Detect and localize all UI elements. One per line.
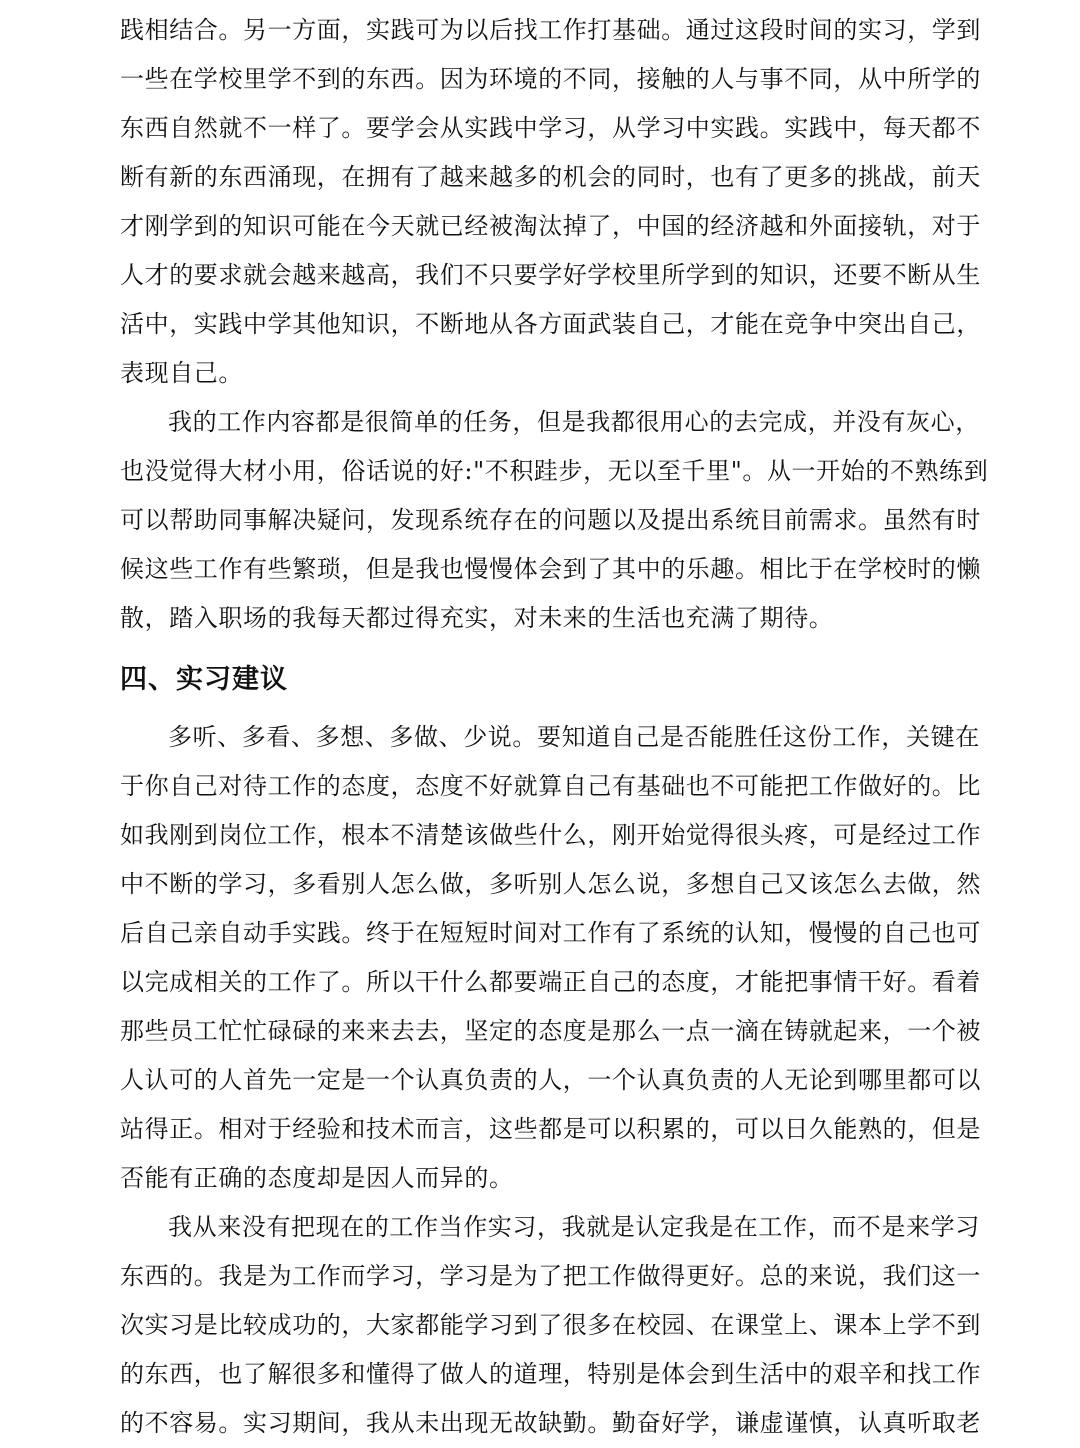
text-line: 中不断的学习，多看别人怎么做，多听别人怎么说，多想自己又该怎么去做，然	[120, 870, 981, 898]
text-line: 我从来没有把现在的工作当作实习，我就是认定我是在工作，而不是来学习	[168, 1213, 980, 1241]
text-line: 我的工作内容都是很简单的任务，但是我都很用心的去完成，并没有灰心，	[168, 408, 980, 436]
text-line: 那些员工忙忙碌碌的来来去去，坚定的态度是那么一点一滴在铸就起来，一个被	[120, 1017, 981, 1045]
text-line: 人才的要求就会越来越高，我们不只要学好学校里所学到的知识，还要不断从生	[120, 261, 981, 289]
section-paragraph-1	[120, 713, 986, 1203]
text-line: 东西自然就不一样了。要学会从实践中学习，从学习中实践。实践中，每天都不	[120, 114, 981, 142]
text-line: 否能有正确的态度却是因人而异的。	[120, 1164, 514, 1192]
text-line: 如我刚到岗位工作，根本不清楚该做些什么，刚开始觉得很头疼，可是经过工作	[120, 821, 981, 849]
text-line: 以完成相关的工作了。所以干什么都要端正自己的态度，才能把事情干好。看着	[120, 968, 981, 996]
text-line: 于你自己对待工作的态度，态度不好就算自己有基础也不可能把工作做好的。比	[120, 772, 981, 800]
text-line: 的不容易。实习期间，我从未出现无故缺勤。勤奋好学，谦虚谨慎，认真听取老	[120, 1409, 981, 1437]
text-line: 次实习是比较成功的，大家都能学习到了很多在校园、在课堂上、课本上学不到	[120, 1311, 981, 1339]
text-line: 多听、多看、多想、多做、少说。要知道自己是否能胜任这份工作，关键在	[168, 723, 980, 751]
document-page	[120, 0, 989, 1448]
paragraph-2	[120, 398, 989, 643]
text-line: 践相结合。另一方面，实践可为以后找工作打基础。通过这段时间的实习，学到	[120, 16, 981, 44]
text-line: 候这些工作有些繁琐，但是我也慢慢体会到了其中的乐趣。相比于在学校时的懒	[120, 555, 981, 583]
text-line: 也没觉得大材小用，俗话说的好:"不积跬步，无以至千里"。从一开始的不熟练到	[120, 457, 989, 485]
text-line: 的东西，也了解很多和懂得了做人的道理，特别是体会到生活中的艰辛和找工作	[120, 1360, 981, 1388]
text-line: 站得正。相对于经验和技术而言，这些都是可以积累的，可以日久能熟的，但是	[120, 1115, 981, 1143]
text-line: 人认可的人首先一定是一个认真负责的人，一个认真负责的人无论到哪里都可以	[120, 1066, 981, 1094]
text-line: 活中，实践中学其他知识，不断地从各方面武装自己，才能在竞争中突出自己，	[120, 310, 981, 338]
text-line: 一些在学校里学不到的东西。因为环境的不同，接触的人与事不同，从中所学的	[120, 65, 981, 93]
text-line: 可以帮助同事解决疑问，发现系统存在的问题以及提出系统目前需求。虽然有时	[120, 506, 981, 534]
text-line: 断有新的东西涌现，在拥有了越来越多的机会的同时，也有了更多的挑战，前天	[120, 163, 981, 191]
section-heading: 四、实习建议	[120, 664, 288, 695]
section-paragraph-2	[120, 1203, 986, 1448]
text-line: 后自己亲自动手实践。终于在短短时间对工作有了系统的认知，慢慢的自己也可	[120, 919, 981, 947]
text-line: 散，踏入职场的我每天都过得充实，对未来的生活也充满了期待。	[120, 604, 834, 632]
text-line: 才刚学到的知识可能在今天就已经被淘汰掉了，中国的经济越和外面接轨，对于	[120, 212, 981, 240]
paragraph-1	[120, 6, 986, 398]
text-line: 东西的。我是为工作而学习，学习是为了把工作做得更好。总的来说，我们这一	[120, 1262, 981, 1290]
text-line: 表现自己。	[120, 359, 243, 387]
